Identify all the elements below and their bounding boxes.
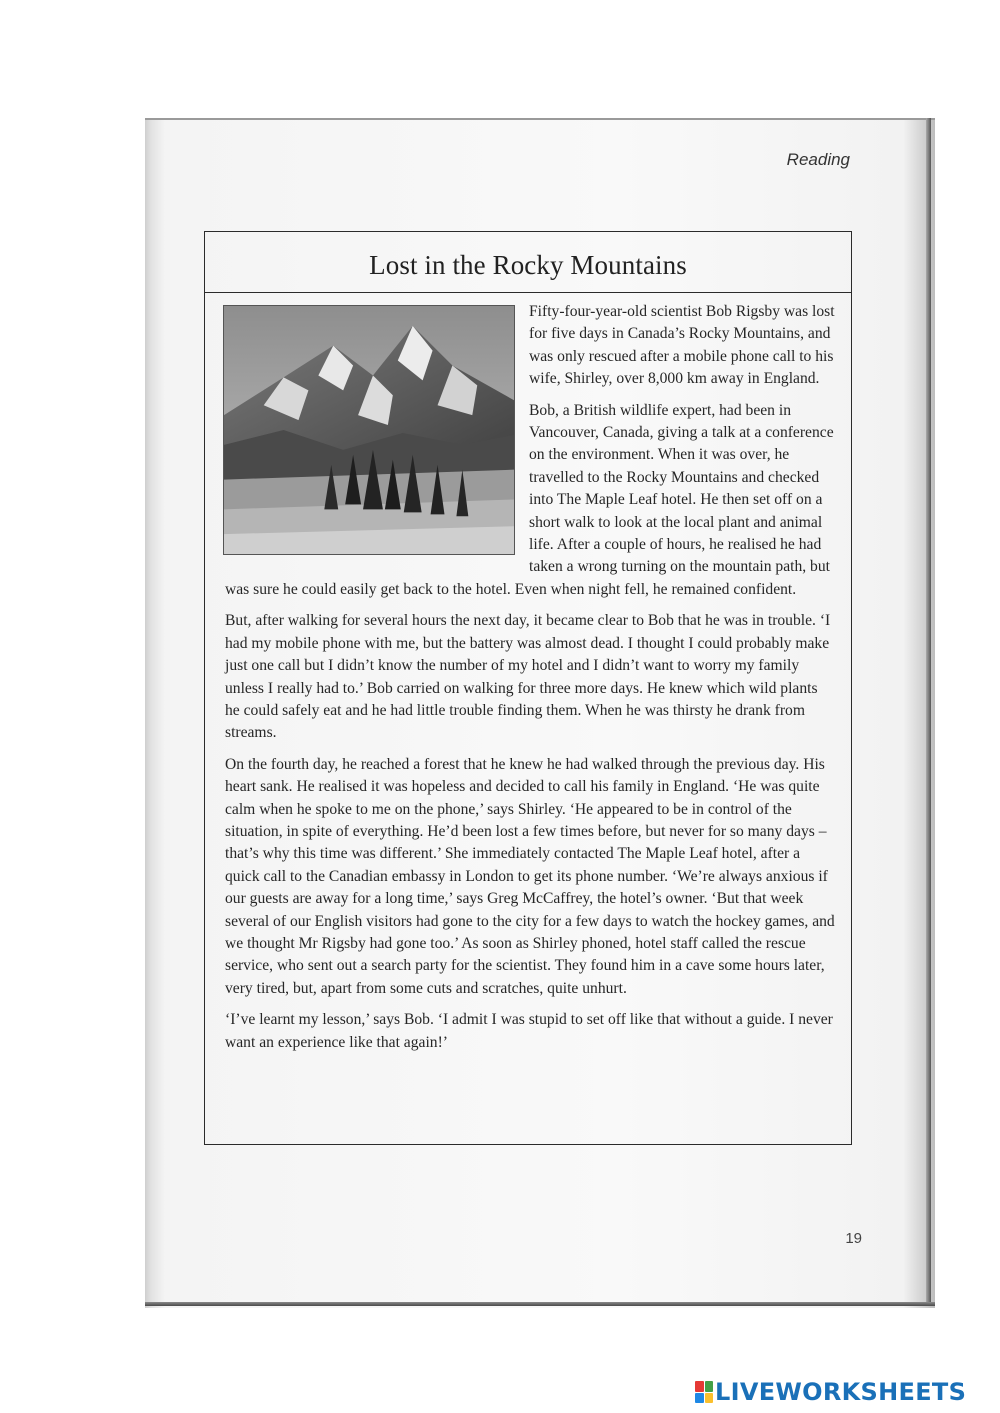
article-title: Lost in the Rocky Mountains [369,249,687,280]
logo-square [705,1381,714,1392]
page-edge-right [926,118,931,1306]
paragraph-3: But, after walking for several hours the next day, it became clear to Bob that he was in trouble. ‘I had my mobile phone with me, but the battery was almost dead. I thought I could probably make just one call but I didn’t know the number of my hotel and I didn’t want to worry my family unless I really had to.’ Bob carried on walking for three more days. He knew which wild plants he could safely eat and he had little trouble finding them. When he was thirsty he drank from streams. [225,612,831,742]
page-number: 19 [845,1230,862,1247]
page-edge-bottom [145,1302,935,1306]
liveworksheets-brand[interactable] [695,1378,966,1406]
section-label: Reading [786,150,850,169]
article-box [204,231,852,1145]
logo-square [695,1381,704,1392]
paragraph-4: On the fourth day, he reached a forest that he knew he had walked through the previous day. His heart sank. He realised it was hopeless and decided to call his family in England. ‘He was quite calm when he spoke to me on the phone,’ says Shirley. ‘He appeared to be in control of the situation, in spite of everything. He’d been lost a few times before, but never for so many days – that’s why this time was different.’ She immediately contacted The Maple Leaf hotel, after a quick call to the Canadian embassy in London to get its phone number. ‘We’re always anxious if our guests are away for a long time,’ says Greg McCaffrey, the hotel’s owner. ‘But that week several of our English visitors had gone to the city for a few days to watch the hockey games, and we thought Mr Rigsby had gone too.’ As soon as Shirley phoned, hotel staff called the rescue service, who sent out a search party for the scientist. They found him in a cave some hours later, very tired, but, apart from some cuts and scratches, quite unhurt. [225,755,835,997]
logo-square [695,1393,704,1404]
mountain-photo [223,305,515,555]
title-bar [205,232,851,293]
article-body [205,293,851,1054]
paragraph-5: ‘I’ve learnt my lesson,’ says Bob. ‘I admit I was stupid to set off like that without a guide. I never want an experience like that again!’ [225,1011,833,1051]
paragraph-2: Bob, a British wildlife expert, had been in Vancouver, Canada, giving a talk at a conference on the environment. When it was over, he travelled to the Rocky Mountains and checked into The Maple Leaf hotel. He then set off on a short walk to look at the local plant and animal life. After a couple of hours, he realised he had taken a wrong turning on the mountain path, but was sure he could easily get back to the hotel. Even when night fell, he remained confident. [225,401,834,598]
brand-text: LIVEWORKSHEETS [715,1378,967,1406]
liveworksheets-logo-icon [695,1381,713,1403]
paragraph-1: Fifty-four-year-old scientist Bob Rigsby was lost for five days in Canada’s Rocky Mountains, and was only rescued after a mobile phone call to his wife, Shirley, over 8,000 km away in England. [529,303,835,388]
mountain-illustration [224,306,514,554]
logo-square [705,1393,714,1404]
